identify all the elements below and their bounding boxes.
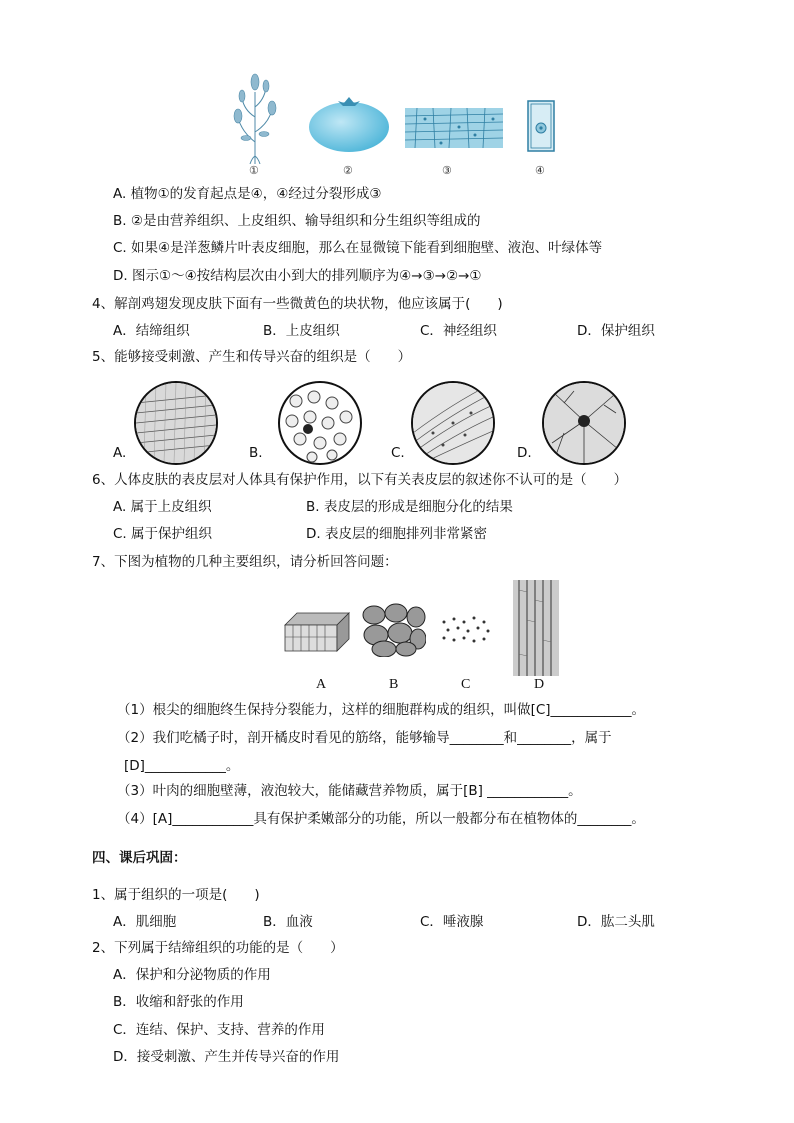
p1-stem: 1、属于组织的一项是( ) — [92, 887, 260, 903]
p1-option-b: B．血液 — [263, 914, 313, 930]
fig-caption-1: ① — [249, 164, 259, 177]
q3-option-b: B. ②是由营养组织、上皮组织、输导组织和分生组织等组成的 — [113, 213, 481, 229]
p2-option-c: C．连结、保护、支持、营养的作用 — [113, 1022, 325, 1038]
fig-caption-4: ④ — [535, 164, 545, 177]
fig-caption-2: ② — [343, 164, 353, 177]
q6-stem: 6、人体皮肤的表皮层对人体具有保护作用，以下有关表皮层的叙述你不认可的是（ ） — [92, 472, 628, 488]
protective-tissue-image — [283, 611, 351, 653]
q4-option-a: A．结缔组织 — [113, 323, 190, 339]
blood-tissue-image — [278, 381, 362, 465]
q6-option-d: D. 表皮层的细胞排列非常紧密 — [306, 526, 487, 542]
q7-stem: 7、下图为植物的几种主要组织，请分析回答问题： — [92, 554, 398, 570]
q3-option-a: A. 植物①的发育起点是④，④经过分裂形成③ — [113, 186, 382, 202]
q7-sub1: （1）根尖的细胞终生保持分裂能力，这样的细胞群构成的组织，叫做[C]____________。 — [117, 702, 646, 718]
q5-stem: 5、能够接受刺激、产生和传导兴奋的组织是（ ） — [92, 349, 412, 365]
p2-option-a: A．保护和分泌物质的作用 — [113, 967, 271, 983]
cell-figure — [527, 100, 555, 152]
q3-option-d: D. 图示①～④按结构层次由小到大的排列顺序为④→③→②→① — [113, 268, 482, 284]
nutritive-tissue-image — [362, 603, 426, 657]
tissue-figure — [405, 108, 503, 148]
p1-option-c: C．唾液腺 — [420, 914, 484, 930]
q6-option-a: A. 属于上皮组织 — [113, 499, 212, 515]
q5-label-c: C. — [391, 445, 405, 461]
q7-fig-label-b: B — [389, 677, 399, 692]
q4-option-d: D．保护组织 — [577, 323, 655, 339]
q6-option-c: C. 属于保护组织 — [113, 526, 213, 542]
q7-fig-label-c: C — [461, 677, 471, 692]
q7-fig-label-a: A — [316, 677, 327, 692]
muscle-tissue-image — [134, 381, 218, 465]
epithelial-tissue-image — [411, 381, 495, 465]
nerve-tissue-image — [542, 381, 626, 465]
meristematic-tissue-image — [440, 614, 492, 646]
p2-option-d: D．接受刺激、产生并传导兴奋的作用 — [113, 1049, 340, 1065]
tomato-figure — [308, 95, 390, 153]
q4-stem: 4、解剖鸡翅发现皮肤下面有一些微黄色的块状物，他应该属于( ) — [92, 296, 503, 312]
q4-option-b: B．上皮组织 — [263, 323, 340, 339]
p2-option-b: B．收缩和舒张的作用 — [113, 994, 244, 1010]
q7-sub4: （4）[A]____________具有保护柔嫩部分的功能，所以一般都分布在植物体的________。 — [117, 811, 645, 827]
section-title: 四、课后巩固： — [92, 850, 187, 866]
q5-label-a: A. — [113, 445, 127, 461]
q3-option-c: C. 如果④是洋葱鳞片叶表皮细胞，那么在显微镜下能看到细胞壁、液泡、叶绿体等 — [113, 240, 603, 256]
q6-option-b: B. 表皮层的形成是细胞分化的结果 — [306, 499, 513, 515]
q7-sub2a: （2）我们吃橘子时，剖开橘皮时看见的筋络，能够输导________和________，属于 — [117, 730, 612, 746]
p2-stem: 2、下列属于结缔组织的功能的是（ ） — [92, 940, 344, 956]
q7-fig-label-d: D — [534, 677, 545, 692]
q5-label-b: B. — [249, 445, 263, 461]
conducting-tissue-image — [513, 580, 559, 676]
q7-sub3: （3）叶肉的细胞壁薄，液泡较大，能储藏营养物质，属于[B] ____________。 — [117, 783, 582, 799]
q5-label-d: D. — [517, 445, 532, 461]
p1-option-d: D．肱二头肌 — [577, 914, 655, 930]
q4-option-c: C．神经组织 — [420, 323, 497, 339]
p1-option-a: A．肌细胞 — [113, 914, 177, 930]
plant-figure — [232, 72, 278, 164]
fig-caption-3: ③ — [442, 164, 452, 177]
q7-sub2b: [D]____________。 — [124, 758, 240, 774]
